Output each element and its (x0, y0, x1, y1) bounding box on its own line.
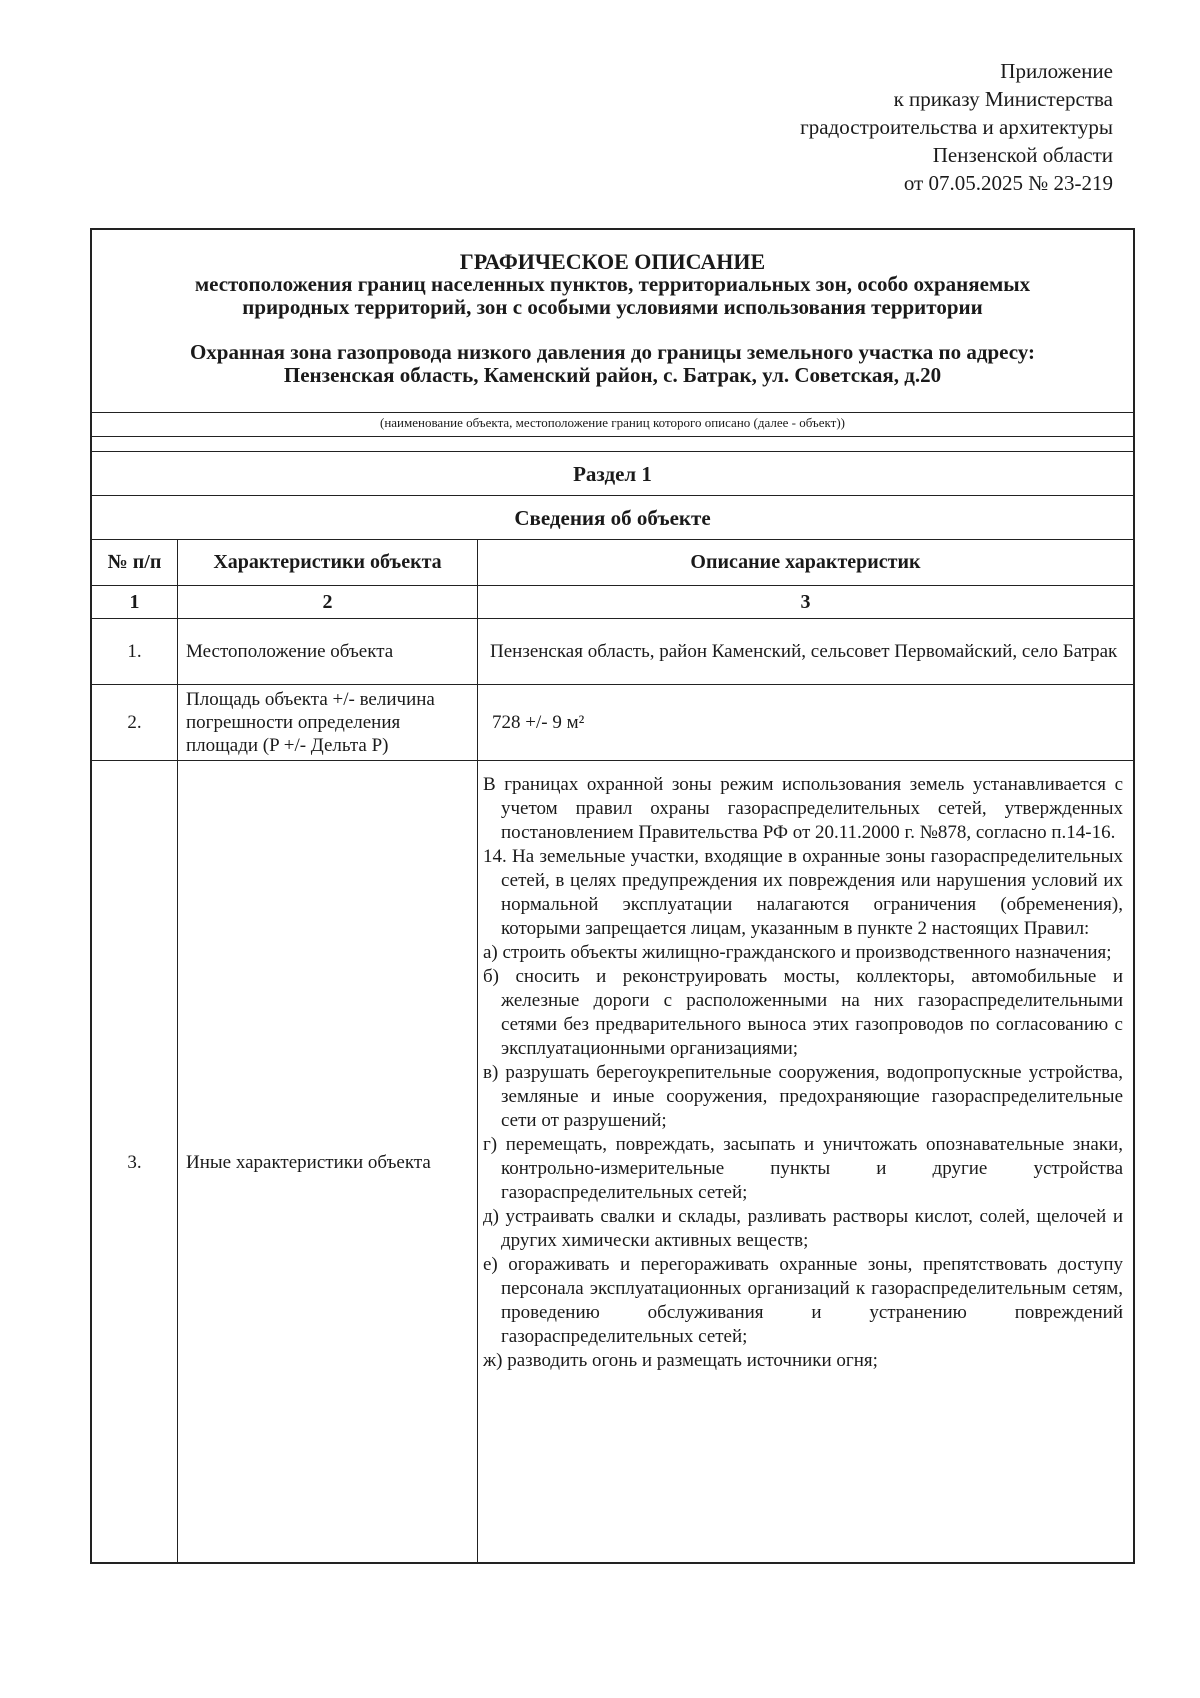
object-note: (наименование объекта, местоположение границ которого описано (далее - объект)) (92, 413, 1133, 437)
row-characteristic: Иные характеристики объекта (186, 1151, 431, 1173)
column-number: 2 (322, 590, 333, 613)
header-description: Описание характеристик (690, 551, 921, 573)
list-item: б) сносить и реконструировать мосты, коллекторы, автомобильные и железные дороги с расположенными на них газораспределительными сетями без предварительного выноса этих газопроводов по согласованию с эксплуатационными организациями; (483, 966, 1123, 1059)
list-item: е) огораживать и перегораживать охранные зоны, препятствовать доступу персонала эксплуатационных организаций к газораспределительным сетям, проведению обслуживания и устранению повреждений газораспределительных сетей; (483, 1254, 1123, 1347)
approval-line: Приложение (1000, 59, 1113, 83)
document-subtitle: местоположения границ населенных пунктов, территориальных зон, особо охраняемых (194, 272, 1031, 296)
list-item: ж) разводить огонь и размещать источники огня; (483, 1350, 878, 1371)
approval-line: градостроительства и архитектуры (800, 115, 1113, 139)
row-number: 2. (127, 711, 142, 733)
row-number: 3. (127, 1151, 142, 1173)
row-characteristic: Местоположение объекта (186, 640, 394, 662)
approval-line: Пензенской области (932, 143, 1113, 167)
header-characteristic: Характеристики объекта (213, 551, 442, 573)
approval-block (613, 57, 1113, 197)
list-item: д) устраивать свалки и склады, разливать растворы кислот, солей, щелочей и других химически активных веществ; (483, 1206, 1123, 1251)
column-number: 1 (129, 590, 140, 613)
document-subtitle: природных территорий, зон с особыми условиями использования территории (242, 295, 983, 319)
document-frame (90, 228, 1135, 1564)
row-description: Пензенская область, район Каменский, сельсовет Первомайский, село Батрак (490, 641, 1118, 662)
approval-date-number: от 07.05.2025 № 23-219 (903, 171, 1113, 195)
list-item: в) разрушать берегоукрепительные сооружения, водопропускные устройства, земляные и иные сооружения, предохраняющие газораспределительные сети от разрушений; (483, 1062, 1123, 1131)
section-number: Раздел 1 (92, 451, 1133, 496)
row-description: 728 +/- 9 м² (492, 711, 585, 733)
row-number: 1. (127, 640, 142, 662)
approval-line: к приказу Министерства (893, 87, 1113, 111)
paragraph: В границах охранной зоны режим использования земель устанавливается с учетом правил охраны газораспределительных сетей, утвержденных постановлением Правительства РФ от 20.11.2000 г. №878, согласно п.14-16. (483, 774, 1123, 843)
list-item: г) перемещать, повреждать, засыпать и уничтожать опознавательные знаки, контрольно-измерительные пункты и другие устройства газораспределительных сетей; (483, 1134, 1123, 1203)
row-description (483, 773, 1123, 1373)
list-item: а) строить объекты жилищно-гражданского и производственного назначения; (483, 942, 1112, 963)
object-name: Охранная зона газопровода низкого давления до границы земельного участка по адресу: (189, 340, 1036, 364)
paragraph: 14. На земельные участки, входящие в охранные зоны газораспределительных сетей, в целях предупреждения их повреждения или нарушения условий их нормальной эксплуатации налагаются ограничения (обременения), которыми запрещается лицам, указанным в пункте 2 настоящих Правил: (483, 846, 1123, 939)
characteristics-table (92, 540, 1133, 1564)
object-address: Пензенская область, Каменский район, с. Батрак, ул. Советская, д.20 (283, 363, 942, 387)
document-header (92, 230, 1133, 413)
column-number: 3 (800, 590, 811, 613)
document-title: ГРАФИЧЕСКОЕ ОПИСАНИЕ (459, 249, 766, 274)
header-number: № п/п (107, 551, 162, 573)
row-characteristic: Площадь объекта +/- величина погрешности определения площади (P +/- Дельта P) (186, 689, 435, 756)
section-title: Сведения об объекте (92, 496, 1133, 540)
